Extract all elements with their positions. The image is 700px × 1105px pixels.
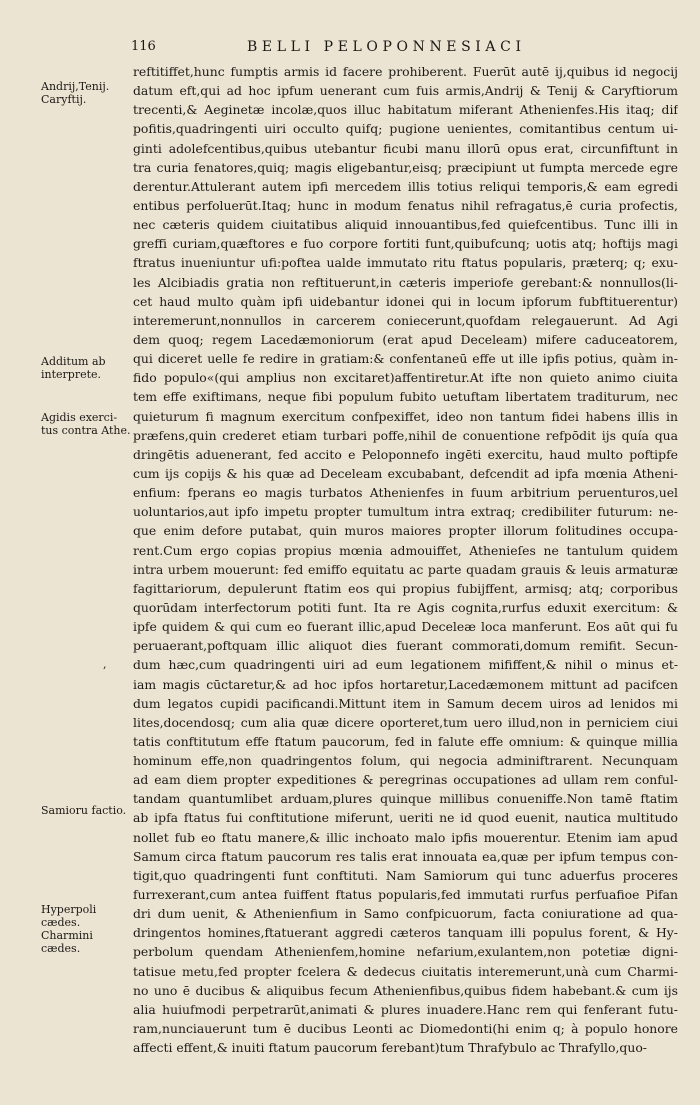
text-line: ab ipfa ftatus fui conftitutione miferunt, ueriti ne id quod euenit, nautica multitudo <box>133 810 678 826</box>
margin-note-additum: Additum ab interprete. <box>41 355 106 381</box>
text-line: tatisue metu,fed propter fcelera & dedecus ciuitatis interemerunt,unà cum Charmi- <box>133 963 678 979</box>
text-line: ftratus inueniuntur ufi:poftea ualde immutato ritu ftatus popularis, præterq; q; exu- <box>133 255 678 271</box>
text-line: qui diceret uelle fe redire in gratiam:& confentaneū effe ut ille ipfis potius, quàm in- <box>133 351 678 367</box>
margin-note-samiorum: Samioru factio. <box>41 804 127 817</box>
text-line: lites,docendosq; cum alia quæ dicere oporteret,tum uero illud,non in perniciem ciui <box>133 714 678 730</box>
text-line: dem quoq; regem Lacedæmoniorum (erat apud Deceleam) mifere caduceatorem, <box>133 331 678 347</box>
text-line: cet haud multo quàm ipfi uidebantur idonei qui in locum ipforum fubftituerentur) <box>133 293 678 309</box>
text-line: Samum circa ftatum paucorum res talis erat innouata ea,quæ per ipfum tempus con- <box>133 848 678 864</box>
text-line: uoluntarios,aut ipfo impetu propter tumultum intra extraq; credibiliter futurum: ne- <box>133 504 678 520</box>
text-line: tatis conftitutum effe ftatum paucorum, fed in falute effe omnium: & quinque millia <box>133 733 678 749</box>
text-line: alia huiufmodi perpetrarūt,animati & plures inuadere.Hanc rem qui fenferant futu- <box>133 1001 678 1017</box>
text-line: fido populo«(qui amplius non excitaret)affentiretur.At ifte non quieto animo ciuita <box>133 370 678 386</box>
text-line: tra curia fenatores,quiq; magis eligebantur,eisq; præcipiunt ut fumpta mercede egre <box>133 159 678 175</box>
text-line: ipfe quidem & qui cum eo fuerant illic,apud Deceleæ loca manferunt. Eos aūt qui fu <box>133 619 678 635</box>
text-line: datum eft,qui ad hoc ipfum uenerant cum fuis armis,Andrij & Tenij & Caryftiorum <box>133 83 678 99</box>
text-line: peruaerant,poftquam illic aliquot dies fuerant commorati,domum remifit. Secun- <box>133 638 678 654</box>
margin-mark: , <box>103 658 107 671</box>
text-line: furrexerant,cum antea fuiffent ftatus popularis,fed immutati rurfus perfuafioe Pifan <box>133 887 678 903</box>
text-line: pofitis,quadringenti uiri occulto quifq; pugione uenientes, comitantibus centum ui- <box>133 121 678 137</box>
text-line: nollet fub eo ftatu manere,& illic inchoato malo ipfis mouerentur. Etenim iam apud <box>133 829 678 845</box>
text-line: tem effe exiftimans, neque fibi populum fubito uetuftam libertatem traditurum, nec <box>133 389 678 405</box>
text-line: que enim defore putabat, quin muros maiores propter illorum folitudines occupa- <box>133 523 678 539</box>
text-line: nec cæteris quidem ciuitatibus aliquid innouantibus,fed quiefcentibus. Tunc illi in <box>133 217 678 233</box>
text-line: trecenti,& Aeginetæ incolæ,quos illuc habitatum miferant Athenienfes.His itaq; dif <box>133 102 678 118</box>
text-line: dum hæc,cum quadringenti uiri ad eum legationem mififfent,& nihil o minus et- <box>133 657 678 673</box>
text-line: affecti effent,& inuiti ftatum paucorum ferebant)tum Thrafybulo ac Thrafyllo,quo- <box>133 1040 647 1056</box>
text-line: reftitiffet,hunc fumptis armis id facere prohiberent. Fuerūt autē ij,quibus id negocij <box>133 64 678 79</box>
text-line: entibus perfoluerūt.Itaq; hunc in modum fenatus nihil refragatus,ē curia profectis, <box>133 197 678 213</box>
text-line: quieturum fi magnum exercitum confpexiffet, ideo non tantum fidei habens illis in <box>133 408 678 424</box>
text-line: ram,nunciauerunt tum ē ducibus Leonti ac Diomedonti(hi enim q; à populo honore <box>133 1021 678 1037</box>
margin-note-agidis: Agidis exerci- tus contra Athe. <box>41 411 131 437</box>
margin-note-andrij: Andrij,Tenij. Caryftij. <box>41 80 110 106</box>
text-line: iam magis cūctaretur,& ad hoc ipfos hortaretur,Lacedæmonem mittunt ad pacifcen <box>133 676 678 692</box>
text-line: dringentos homines,ftatuerant aggredi cæteros tanquam illi populus forent, & Hy- <box>133 925 678 941</box>
text-line: hominum effe,non quadringentos folum, qui negocia adminiftrarent. Necunquam <box>133 753 678 769</box>
text-line: dri dum uenit, & Athenienfium in Samo confpicuorum, facta coniuratione ad qua- <box>133 906 678 922</box>
text-body <box>133 62 678 1057</box>
text-line: cum ijs copijs & his quæ ad Deceleam excubabant, defcendit ad ipfa mœnia Atheni- <box>133 465 678 481</box>
text-line: dum legatos cupidi pacificandi.Mittunt item in Samum decem uiros ad lenidos mi <box>133 695 678 711</box>
text-line: ginti adolefcentibus,quibus utebantur ficubi manu illorū opus erat, circunfiftunt in <box>133 140 678 156</box>
text-line: quorūdam interfectorum potiti funt. Ita re Agis cognita,rurfus eduxit exercitum: & <box>133 599 678 615</box>
page-header <box>0 39 700 59</box>
text-line: les Alcibiadis gratia non reftituerunt,in cæteris imperiofe gerebant:& nonnullos(li- <box>133 274 678 290</box>
text-line: interemerunt,nonnullos in carcerem coniecerunt,quofdam relegauerunt. Ad Agi <box>133 312 678 328</box>
text-line: greffi curiam,quæftores e fuo corpore fortiti funt,quibufcunq; uotis atq; hoftijs magi <box>133 236 678 252</box>
text-line: perbolum quendam Athenienfem,homine nefarium,exulantem,non potetiæ digni- <box>133 944 678 960</box>
text-line: tandam quantumlibet arduam,plures quinque millibus conueniffe.Non tamē ftatim <box>133 791 678 807</box>
text-line: intra urbem mouerunt: fed emiffo equitatu ac parte quadam grauis & leuis armaturæ <box>133 561 678 577</box>
page-number: 116 <box>131 39 156 54</box>
text-line: no uno ē ducibus & aliquibus fecum Athenienfibus,quibus fidem habebant.& cum ijs <box>133 982 678 998</box>
text-line: fagittariorum, depulerunt ftatim eos qui propius fubijffent, armisq; atq; corporibus <box>133 580 678 596</box>
running-head: BELLI PELOPONNESIACI <box>247 39 526 55</box>
text-line: ad eam diem propter expeditiones & peregrinas occupationes ad ullam rem conful- <box>133 772 678 788</box>
text-line: enfium: fperans eo magis turbatos Athenienfes in fuum arbitrium peruenturos,uel <box>133 485 678 501</box>
text-line: dringētis aduenerant, fed accito e Peloponnefo ingēti exercitu, haud multo poftipfe <box>133 446 678 462</box>
margin-note-hyperpoli: Hyperpoli cædes. Charmini cædes. <box>41 903 97 955</box>
text-line: præfens,quin crederet etiam turbari poffe,nihil de conuentione refpōdit ijs quía qua <box>133 427 678 443</box>
text-line: derentur.Attulerant autem ipfi mercedem illis totius reliqui temporis,& eam egredi <box>133 178 678 194</box>
text-line: rent.Cum ergo copias propius mœnia admouiffet, Athenieſes ne tantulum quidem <box>133 542 678 558</box>
text-line: tigit,quo quadringenti funt conftituti. Nam Samiorum qui tunc aduerfus proceres <box>133 867 678 883</box>
